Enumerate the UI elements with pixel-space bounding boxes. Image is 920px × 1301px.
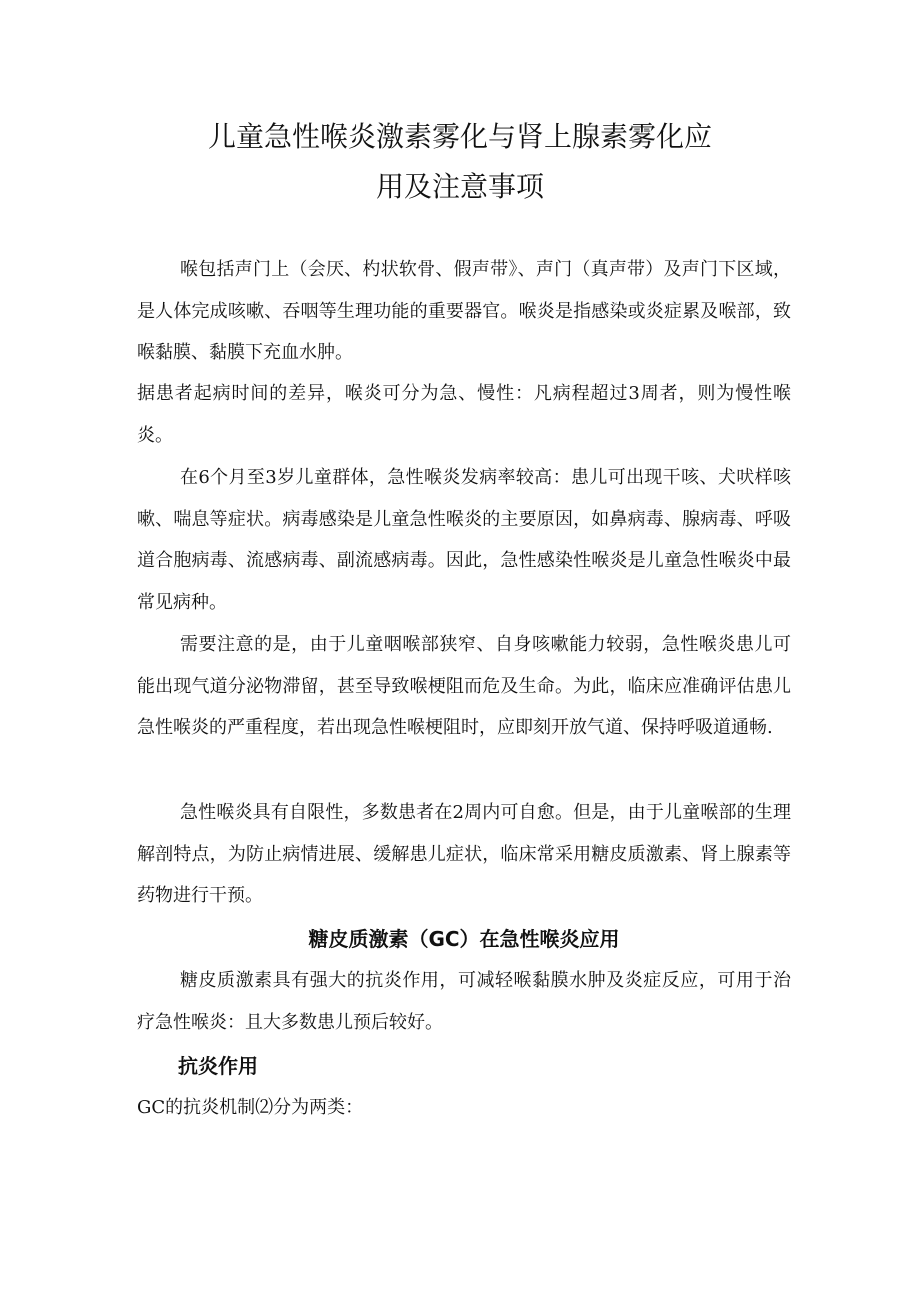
paragraph-pediatric-incidence: 在6个月至3岁儿童群体，急性喉炎发病率较高：患儿可出现干咳、犬吠样咳嗽、喘息等症状。病毒感染是儿童急性喉炎的主要原因，如鼻病毒、腺病毒、呼吸道合胞病毒、流感病毒、副流感病毒。因此，急性感染性喉炎是儿童急性喉炎中最常见病种。 bbox=[137, 467, 791, 613]
subsection-heading-anti-inflammatory: 抗炎作用 bbox=[178, 1054, 258, 1078]
paragraph-gc-mechanism: GC的抗炎机制⑵分为两类： bbox=[137, 1097, 364, 1118]
section-heading-gc: 糖皮质激素（GC）在急性喉炎应用 bbox=[308, 927, 620, 951]
paragraph-self-limiting: 急性喉炎具有自限性，多数患者在2周内可自愈。但是，由于儿童喉部的生理解剖特点，为防止病情进展、缓解患儿症状，临床常采用糖皮质激素、肾上腺素等药物进行干预。 bbox=[137, 802, 791, 906]
paragraph-larynx-definition: 喉包括声门上（会厌、杓状软骨、假声带》、声门（真声带）及声门下区域，是人体完成咳嗽、吞咽等生理功能的重要器官。喉炎是指感染或炎症累及喉部，致喉黏膜、黏膜下充血水肿。 bbox=[137, 259, 791, 363]
document-title-line-1: 儿童急性喉炎激素雾化与肾上腺素雾化应 bbox=[207, 120, 712, 153]
paragraph-gc-effect: 糖皮质激素具有强大的抗炎作用，可减轻喉黏膜水肿及炎症反应，可用于治疗急性喉炎：且大多数患儿预后较好。 bbox=[137, 970, 791, 1033]
document-title-line-2: 用及注意事项 bbox=[375, 170, 544, 203]
paragraph-airway-warning: 需要注意的是，由于儿童咽喉部狭窄、自身咳嗽能力较弱，急性喉炎患儿可能出现气道分泌物滞留，甚至导致喉梗阻而危及生命。为此，临床应准确评估患儿急性喉炎的严重程度，若出现急性喉梗阻时，应即刻开放气道、保持呼吸道通畅. bbox=[137, 634, 791, 738]
paragraph-laryngitis-classification: 据患者起病时间的差异，喉炎可分为急、慢性：凡病程超过3周者，则为慢性喉炎。 bbox=[137, 383, 791, 446]
